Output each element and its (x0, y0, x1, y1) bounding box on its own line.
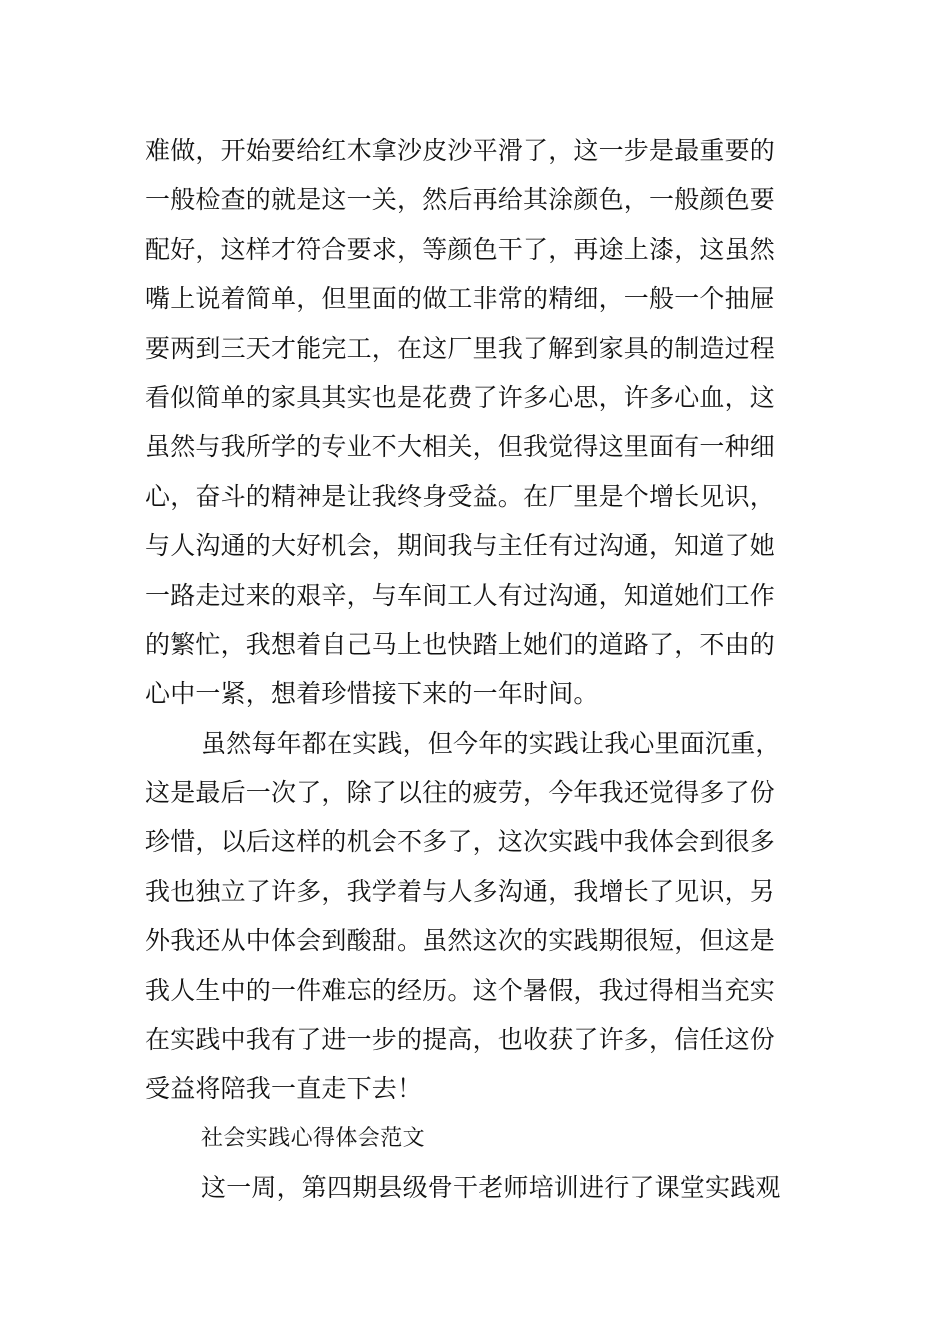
text-line: 难做，开始要给红木拿沙皮沙平滑了，这一步是最重要的 (145, 136, 776, 165)
text-line: 一般检查的就是这一关，然后再给其涂颜色，一般颜色要 (145, 185, 776, 215)
text-line: 与人沟通的大好机会，期间我与主任有过沟通，知道了她 (145, 531, 776, 561)
text-line: 的繁忙，我想着自己马上也快踏上她们的道路了，不由的 (145, 629, 776, 659)
text-line: 在实践中我有了进一步的提高，也收获了许多，信任这份 (145, 1025, 776, 1055)
text-line: 珍惜，以后这样的机会不多了，这次实践中我体会到很多 (145, 827, 776, 857)
text-line: 一路走过来的艰辛，与车间工人有过沟通，知道她们工作 (145, 580, 776, 610)
text-line: 虽然与我所学的专业不大相关，但我觉得这里面有一种细 (145, 432, 776, 462)
text-line: 外我还从中体会到酸甜。虽然这次的实践期很短，但这是 (145, 926, 776, 956)
section-heading: 社会实践心得体会范文 (201, 1125, 426, 1151)
paragraph-1 (145, 126, 810, 719)
paragraph-3 (145, 1163, 810, 1212)
text-line: 看似简单的家具其实也是花费了许多心思，许多心血，这 (145, 382, 776, 412)
text-line: 要两到三天才能完工，在这厂里我了解到家具的制造过程 (145, 333, 776, 363)
text-line: 配好，这样才符合要求，等颜色干了，再途上漆，这虽然 (145, 234, 776, 264)
text-line: 嘴上说着简单，但里面的做工非常的精细，一般一个抽屉 (145, 284, 776, 314)
text-line: 受益将陪我一直走下去！ (145, 1074, 423, 1104)
text-line: 我也独立了许多，我学着与人多沟通，我增长了见识，另 (145, 876, 776, 906)
text-line: 心，奋斗的精神是让我终身受益。在厂里是个增长见识， (145, 481, 776, 511)
text-line: 我人生中的一件难忘的经历。这个暑假，我过得相当充实 (145, 975, 776, 1005)
text-line: 心中一紧，想着珍惜接下来的一年时间。 (145, 679, 599, 709)
text-line-indented: 这一周，第四期县级骨干老师培训进行了课堂实践观 (201, 1173, 781, 1203)
text-line: 这是最后一次了，除了以往的疲劳，今年我还觉得多了份 (145, 778, 776, 808)
paragraph-2 (145, 719, 810, 1114)
text-line-indented: 虽然每年都在实践，但今年的实践让我心里面沉重， (201, 728, 781, 758)
document-body (145, 126, 810, 1213)
